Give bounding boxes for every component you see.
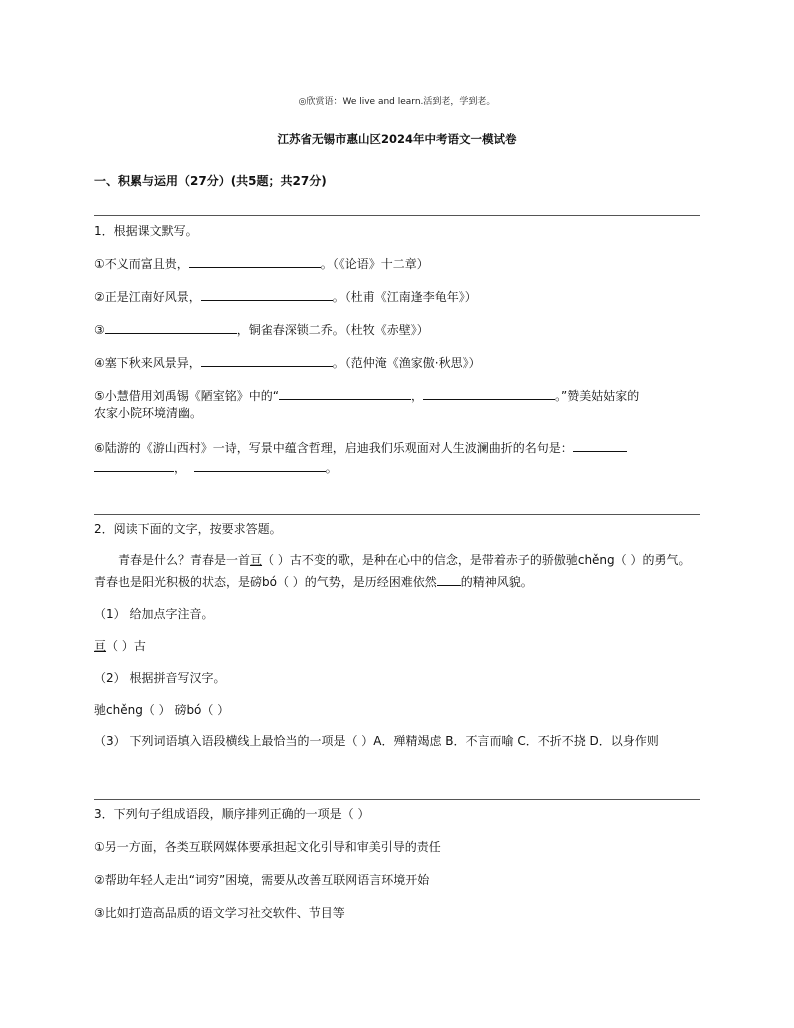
q1-item-5-mid: ， <box>410 389 423 403</box>
q1-item-4-pre: ④塞下秋来风景异， <box>94 356 201 370</box>
q1-item-3-pre: ③ <box>94 323 105 337</box>
q1-item-1-post: 。（《论语》十二章） <box>320 257 429 271</box>
q1-item-6-end: 。 <box>325 461 338 475</box>
answer-blank[interactable] <box>189 254 321 268</box>
q2-sub1-answer <box>94 638 146 654</box>
q1-item-5-line2: 农家小院环境清幽。 <box>94 406 203 420</box>
answer-blank[interactable] <box>94 458 174 472</box>
divider <box>94 215 700 216</box>
q2-sub1-word: 亘 <box>94 639 107 653</box>
q1-stem: 1．根据课文默写。 <box>94 224 198 238</box>
q1-item-2-post: 。（杜甫《江南逢李龟年》） <box>332 290 477 304</box>
q1-item-1-pre: ①不义而富且贵， <box>94 257 189 271</box>
q1-item-6-text: ⑥陆游的《游山西村》一诗，写景中蕴含哲理，启迪我们乐观面对人生波澜曲折的名句是： <box>94 441 573 455</box>
q2-passage-c: 的精神风貌。 <box>460 575 533 589</box>
divider <box>94 514 700 515</box>
q2-sub1: （1） 给加点字注音。 <box>94 607 214 621</box>
q1-item-6-mid: ， <box>174 461 187 475</box>
q2-passage <box>94 549 700 593</box>
answer-blank[interactable] <box>105 320 237 334</box>
q1-item-5 <box>94 386 639 404</box>
q1-item-6-line2 <box>94 458 338 476</box>
q3-stem: 3．下列句子组成语段，顺序排列正确的一项是（ ） <box>94 807 370 821</box>
answer-blank[interactable] <box>201 287 333 301</box>
q2-passage-a: 青春是什么？青春是一首 <box>118 553 251 567</box>
divider <box>94 799 700 800</box>
answer-blank[interactable] <box>279 386 411 400</box>
q2-sub2-answer: 驰chěng（ ） 磅bó（ ） <box>94 703 230 717</box>
q1-item-5-post: 。”赞美姑姑家的 <box>555 389 640 403</box>
answer-blank[interactable] <box>423 386 555 400</box>
q2-sub3: （3） 下列词语填入语段横线上最恰当的一项是（ ）A．殚精竭虑 B．不言而喻 C．不折不挠 D．以身作则 <box>94 734 659 748</box>
q3-item-3: ③比如打造高品质的语文学习社交软件、节目等 <box>94 906 345 920</box>
q1-item-6 <box>94 438 627 456</box>
q2-sub2: （2） 根据拼音写汉字。 <box>94 671 226 685</box>
q1-item-5-pre: ⑤小慧借用刘禹锡《陋室铭》中的“ <box>94 389 279 403</box>
q2-stem: 2．阅读下面的文字，按要求答题。 <box>94 522 282 536</box>
q1-item-3 <box>94 320 429 338</box>
answer-blank[interactable] <box>437 572 461 586</box>
answer-blank[interactable] <box>201 353 333 367</box>
q1-item-4-post: 。（范仲淹《渔家傲·秋思》） <box>332 356 481 370</box>
q2-passage-b: （ ）古不变的歌，是种在心中的信念，是带着赤子的骄傲驰chěng（ ）的勇气。青春也是阳光积极的状态，是磅bó（ ）的气势，是历经困难依然 <box>94 553 691 589</box>
header-note: ◎欣赏语：We live and learn.活到老，学到老。 <box>298 97 496 107</box>
q3-item-2: ②帮助年轻人走出“词穷”困境，需要从改善互联网语言环境开始 <box>94 873 430 887</box>
answer-blank[interactable] <box>194 458 326 472</box>
q1-item-4 <box>94 353 481 371</box>
exam-title: 江苏省无锡市惠山区2024年中考语文一模试卷 <box>277 132 517 146</box>
q2-sub1-rest: （ ）古 <box>106 639 146 653</box>
answer-blank[interactable] <box>573 438 627 452</box>
q3-item-1: ①另一方面，各类互联网媒体要承担起文化引导和审美引导的责任 <box>94 840 441 854</box>
section-title: 一、积累与运用（27分）(共5题；共27分) <box>94 174 327 188</box>
q1-item-2 <box>94 287 477 305</box>
q1-item-1 <box>94 254 429 272</box>
q2-passage-word: 亘 <box>250 553 263 567</box>
q1-item-2-pre: ②正是江南好风景， <box>94 290 201 304</box>
q1-item-3-post: ，铜雀春深锁二乔。（杜牧《赤壁》） <box>236 323 429 337</box>
